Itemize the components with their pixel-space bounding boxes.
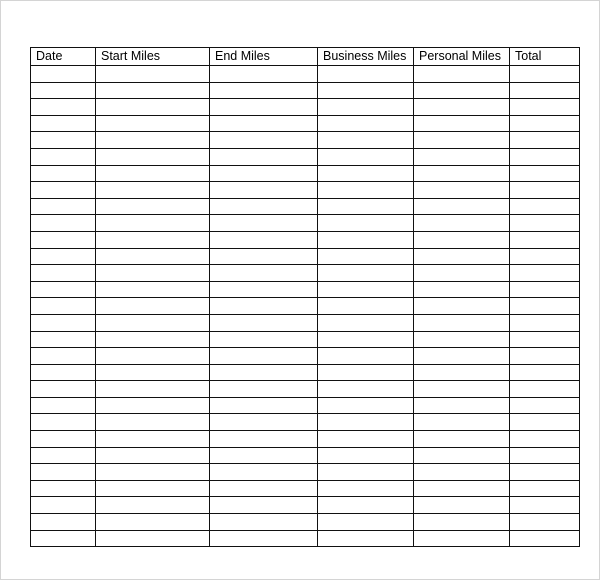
cell-business-miles[interactable] (318, 381, 414, 398)
cell-date[interactable] (31, 447, 96, 464)
cell-business-miles[interactable] (318, 530, 414, 547)
cell-date[interactable] (31, 414, 96, 431)
cell-end-miles[interactable] (210, 148, 318, 165)
cell-total[interactable] (510, 414, 580, 431)
column-header-end-miles: End Miles (210, 48, 318, 66)
cell-date[interactable] (31, 314, 96, 331)
cell-date[interactable] (31, 182, 96, 199)
cell-date[interactable] (31, 265, 96, 282)
cell-start-miles[interactable] (96, 115, 210, 132)
cell-date[interactable] (31, 530, 96, 547)
cell-personal-miles[interactable] (414, 314, 510, 331)
cell-date[interactable] (31, 514, 96, 531)
cell-end-miles[interactable] (210, 530, 318, 547)
cell-personal-miles[interactable] (414, 231, 510, 248)
table-row (31, 215, 580, 232)
cell-personal-miles[interactable] (414, 331, 510, 348)
mileage-log-table (30, 47, 580, 547)
cell-start-miles[interactable] (96, 314, 210, 331)
column-header-personal-miles: Personal Miles (414, 48, 510, 66)
cell-business-miles[interactable] (318, 182, 414, 199)
cell-date[interactable] (31, 497, 96, 514)
table-row (31, 530, 580, 547)
cell-total[interactable] (510, 364, 580, 381)
cell-personal-miles[interactable] (414, 215, 510, 232)
cell-total[interactable] (510, 348, 580, 365)
cell-start-miles[interactable] (96, 447, 210, 464)
cell-end-miles[interactable] (210, 397, 318, 414)
cell-end-miles[interactable] (210, 198, 318, 215)
table-row (31, 148, 580, 165)
cell-total[interactable] (510, 397, 580, 414)
cell-start-miles[interactable] (96, 99, 210, 116)
table-row (31, 82, 580, 99)
cell-start-miles[interactable] (96, 480, 210, 497)
cell-personal-miles[interactable] (414, 480, 510, 497)
cell-start-miles[interactable] (96, 231, 210, 248)
cell-end-miles[interactable] (210, 431, 318, 448)
cell-date[interactable] (31, 348, 96, 365)
cell-total[interactable] (510, 231, 580, 248)
cell-start-miles[interactable] (96, 281, 210, 298)
cell-personal-miles[interactable] (414, 198, 510, 215)
cell-personal-miles[interactable] (414, 464, 510, 481)
cell-business-miles[interactable] (318, 331, 414, 348)
cell-total[interactable] (510, 331, 580, 348)
cell-end-miles[interactable] (210, 414, 318, 431)
cell-total[interactable] (510, 148, 580, 165)
cell-business-miles[interactable] (318, 298, 414, 315)
cell-personal-miles[interactable] (414, 99, 510, 116)
cell-date[interactable] (31, 165, 96, 182)
cell-personal-miles[interactable] (414, 397, 510, 414)
cell-date[interactable] (31, 215, 96, 232)
cell-end-miles[interactable] (210, 182, 318, 199)
cell-end-miles[interactable] (210, 348, 318, 365)
cell-date[interactable] (31, 397, 96, 414)
cell-end-miles[interactable] (210, 281, 318, 298)
cell-personal-miles[interactable] (414, 431, 510, 448)
cell-personal-miles[interactable] (414, 165, 510, 182)
cell-start-miles[interactable] (96, 530, 210, 547)
cell-start-miles[interactable] (96, 364, 210, 381)
cell-personal-miles[interactable] (414, 298, 510, 315)
cell-total[interactable] (510, 82, 580, 99)
cell-business-miles[interactable] (318, 231, 414, 248)
cell-end-miles[interactable] (210, 132, 318, 149)
cell-end-miles[interactable] (210, 381, 318, 398)
cell-date[interactable] (31, 99, 96, 116)
cell-end-miles[interactable] (210, 298, 318, 315)
table-row (31, 314, 580, 331)
cell-date[interactable] (31, 82, 96, 99)
cell-total[interactable] (510, 115, 580, 132)
cell-business-miles[interactable] (318, 414, 414, 431)
cell-total[interactable] (510, 132, 580, 149)
cell-date[interactable] (31, 381, 96, 398)
cell-start-miles[interactable] (96, 66, 210, 83)
cell-total[interactable] (510, 381, 580, 398)
column-header-total: Total (510, 48, 580, 66)
table-row (31, 198, 580, 215)
cell-personal-miles[interactable] (414, 265, 510, 282)
cell-business-miles[interactable] (318, 514, 414, 531)
cell-end-miles[interactable] (210, 464, 318, 481)
cell-business-miles[interactable] (318, 115, 414, 132)
table-row (31, 381, 580, 398)
table-row (31, 397, 580, 414)
cell-end-miles[interactable] (210, 82, 318, 99)
cell-end-miles[interactable] (210, 231, 318, 248)
cell-business-miles[interactable] (318, 480, 414, 497)
cell-total[interactable] (510, 480, 580, 497)
cell-end-miles[interactable] (210, 165, 318, 182)
cell-business-miles[interactable] (318, 132, 414, 149)
cell-personal-miles[interactable] (414, 82, 510, 99)
cell-total[interactable] (510, 182, 580, 199)
cell-start-miles[interactable] (96, 397, 210, 414)
cell-start-miles[interactable] (96, 514, 210, 531)
table-row (31, 431, 580, 448)
cell-end-miles[interactable] (210, 248, 318, 265)
cell-end-miles[interactable] (210, 66, 318, 83)
cell-start-miles[interactable] (96, 381, 210, 398)
cell-personal-miles[interactable] (414, 381, 510, 398)
table-row (31, 464, 580, 481)
table-row (31, 115, 580, 132)
cell-personal-miles[interactable] (414, 115, 510, 132)
cell-date[interactable] (31, 298, 96, 315)
cell-start-miles[interactable] (96, 497, 210, 514)
cell-date[interactable] (31, 231, 96, 248)
cell-start-miles[interactable] (96, 198, 210, 215)
cell-business-miles[interactable] (318, 66, 414, 83)
cell-personal-miles[interactable] (414, 248, 510, 265)
cell-start-miles[interactable] (96, 132, 210, 149)
table-row (31, 348, 580, 365)
cell-total[interactable] (510, 314, 580, 331)
table-row (31, 414, 580, 431)
cell-business-miles[interactable] (318, 397, 414, 414)
table-body (31, 66, 580, 547)
cell-end-miles[interactable] (210, 99, 318, 116)
cell-business-miles[interactable] (318, 497, 414, 514)
cell-total[interactable] (510, 99, 580, 116)
cell-business-miles[interactable] (318, 364, 414, 381)
cell-business-miles[interactable] (318, 99, 414, 116)
cell-personal-miles[interactable] (414, 348, 510, 365)
cell-start-miles[interactable] (96, 265, 210, 282)
cell-date[interactable] (31, 431, 96, 448)
table-row (31, 364, 580, 381)
table-row (31, 66, 580, 83)
cell-end-miles[interactable] (210, 215, 318, 232)
cell-total[interactable] (510, 431, 580, 448)
cell-end-miles[interactable] (210, 480, 318, 497)
cell-personal-miles[interactable] (414, 530, 510, 547)
cell-start-miles[interactable] (96, 414, 210, 431)
cell-total[interactable] (510, 165, 580, 182)
table-row (31, 514, 580, 531)
cell-end-miles[interactable] (210, 265, 318, 282)
cell-personal-miles[interactable] (414, 364, 510, 381)
cell-personal-miles[interactable] (414, 132, 510, 149)
cell-total[interactable] (510, 514, 580, 531)
cell-date[interactable] (31, 364, 96, 381)
cell-personal-miles[interactable] (414, 148, 510, 165)
cell-start-miles[interactable] (96, 464, 210, 481)
cell-total[interactable] (510, 215, 580, 232)
cell-total[interactable] (510, 497, 580, 514)
cell-end-miles[interactable] (210, 514, 318, 531)
column-header-date: Date (31, 48, 96, 66)
cell-personal-miles[interactable] (414, 414, 510, 431)
cell-total[interactable] (510, 248, 580, 265)
cell-date[interactable] (31, 331, 96, 348)
cell-end-miles[interactable] (210, 115, 318, 132)
cell-business-miles[interactable] (318, 314, 414, 331)
cell-business-miles[interactable] (318, 265, 414, 282)
cell-end-miles[interactable] (210, 314, 318, 331)
cell-business-miles[interactable] (318, 148, 414, 165)
cell-start-miles[interactable] (96, 148, 210, 165)
table-row (31, 281, 580, 298)
cell-start-miles[interactable] (96, 215, 210, 232)
table-row (31, 132, 580, 149)
table-row (31, 480, 580, 497)
cell-personal-miles[interactable] (414, 182, 510, 199)
cell-end-miles[interactable] (210, 447, 318, 464)
cell-business-miles[interactable] (318, 348, 414, 365)
cell-total[interactable] (510, 464, 580, 481)
table-row (31, 182, 580, 199)
cell-date[interactable] (31, 148, 96, 165)
cell-business-miles[interactable] (318, 198, 414, 215)
cell-date[interactable] (31, 115, 96, 132)
cell-personal-miles[interactable] (414, 66, 510, 83)
cell-total[interactable] (510, 447, 580, 464)
table-row (31, 331, 580, 348)
cell-start-miles[interactable] (96, 182, 210, 199)
cell-date[interactable] (31, 281, 96, 298)
cell-total[interactable] (510, 298, 580, 315)
cell-personal-miles[interactable] (414, 447, 510, 464)
column-header-business-miles: Business Miles (318, 48, 414, 66)
cell-start-miles[interactable] (96, 331, 210, 348)
cell-end-miles[interactable] (210, 331, 318, 348)
cell-start-miles[interactable] (96, 82, 210, 99)
cell-personal-miles[interactable] (414, 281, 510, 298)
cell-start-miles[interactable] (96, 431, 210, 448)
table-row (31, 497, 580, 514)
cell-business-miles[interactable] (318, 431, 414, 448)
cell-business-miles[interactable] (318, 248, 414, 265)
cell-total[interactable] (510, 66, 580, 83)
header-row (31, 48, 580, 66)
cell-business-miles[interactable] (318, 165, 414, 182)
table-row (31, 248, 580, 265)
cell-business-miles[interactable] (318, 447, 414, 464)
cell-total[interactable] (510, 281, 580, 298)
cell-personal-miles[interactable] (414, 514, 510, 531)
column-header-start-miles: Start Miles (96, 48, 210, 66)
cell-date[interactable] (31, 248, 96, 265)
cell-business-miles[interactable] (318, 281, 414, 298)
cell-start-miles[interactable] (96, 165, 210, 182)
cell-total[interactable] (510, 530, 580, 547)
table-row (31, 298, 580, 315)
cell-end-miles[interactable] (210, 364, 318, 381)
cell-date[interactable] (31, 66, 96, 83)
cell-date[interactable] (31, 198, 96, 215)
cell-start-miles[interactable] (96, 298, 210, 315)
cell-date[interactable] (31, 132, 96, 149)
cell-start-miles[interactable] (96, 348, 210, 365)
cell-start-miles[interactable] (96, 248, 210, 265)
table-row (31, 231, 580, 248)
cell-end-miles[interactable] (210, 497, 318, 514)
table-row (31, 99, 580, 116)
table-row (31, 165, 580, 182)
table-row (31, 447, 580, 464)
cell-date[interactable] (31, 464, 96, 481)
cell-date[interactable] (31, 480, 96, 497)
cell-personal-miles[interactable] (414, 497, 510, 514)
cell-business-miles[interactable] (318, 464, 414, 481)
table-row (31, 265, 580, 282)
cell-total[interactable] (510, 198, 580, 215)
cell-business-miles[interactable] (318, 82, 414, 99)
cell-total[interactable] (510, 265, 580, 282)
cell-business-miles[interactable] (318, 215, 414, 232)
